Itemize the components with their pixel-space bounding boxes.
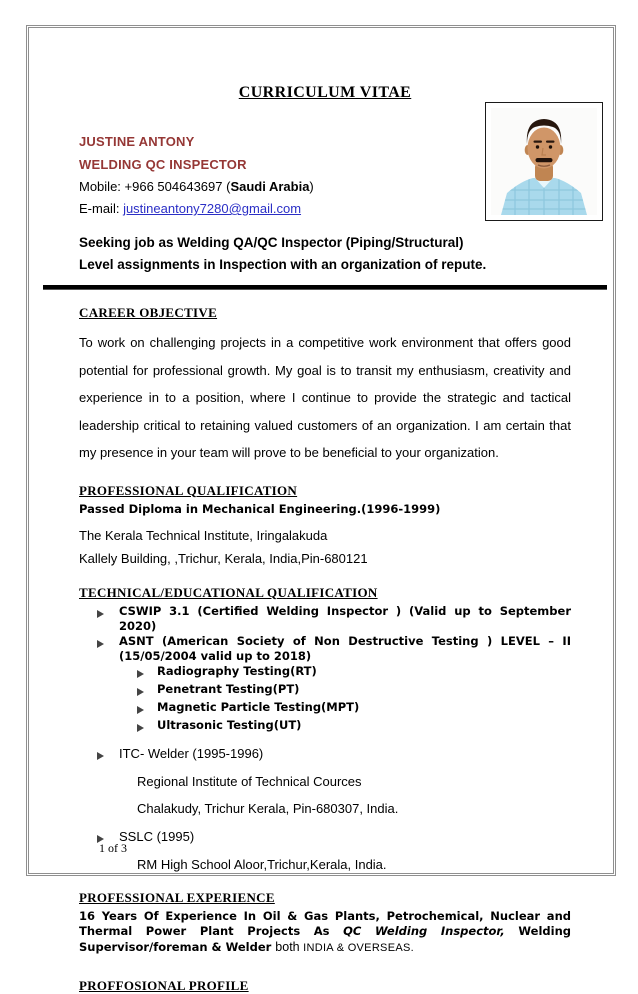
arrow-bullet-icon	[137, 682, 157, 700]
arrow-bullet-icon	[137, 700, 157, 718]
qualification-institute: The Kerala Technical Institute, Iringalakuda	[79, 527, 328, 543]
sslc-school: RM High School Aloor,Trichur,Kerala, India.	[137, 856, 387, 872]
arrow-bullet-icon	[97, 604, 119, 622]
list-item-sslc: SSLC (1995)	[97, 828, 571, 848]
experience-run-regular: both	[275, 939, 304, 954]
career-objective-heading: CAREER OBJECTIVE	[79, 305, 218, 320]
professional-qualification-heading: PROFESSIONAL QUALIFICATION	[79, 482, 298, 498]
list-item-ndt-mpt: Magnetic Particle Testing(MPT)	[137, 700, 571, 718]
mobile-label: Mobile:	[79, 179, 125, 194]
mobile-number: +966 504643697 (	[124, 179, 231, 194]
mobile-suffix: )	[309, 179, 314, 194]
list-item-asnt: ASNT (American Society of Non Destructive Testing ) LEVEL – II (15/05/2004 valid up to 2018)	[97, 634, 571, 664]
seeking-statement	[79, 232, 571, 276]
seeking-line-1: Seeking job as Welding QA/QC Inspector (Piping/Structural)	[79, 235, 464, 250]
professional-experience-heading: PROFESSIONAL EXPERIENCE	[79, 889, 275, 905]
section-divider	[43, 285, 607, 290]
experience-run-bold: 16 Years Of Experience In Oil & Gas Plants, Petrochemical, Nuclear and Thermal Power Plant Projects As	[79, 908, 571, 938]
portrait-illustration	[491, 108, 597, 215]
technical-qualification-heading: TECHNICAL/EDUCATIONAL QUALIFICATION	[79, 584, 378, 600]
seeking-line-2: Level assignments in Inspection with an organization of repute.	[79, 257, 487, 272]
document-title: CURRICULUM VITAE	[238, 84, 412, 101]
page-number: 1 of 3	[99, 841, 127, 855]
professional-experience-summary	[79, 909, 571, 957]
list-item-ndt-rt: Radiography Testing(RT)	[137, 664, 571, 682]
experience-run-bold-2: Welding Supervisor/foreman & Welder	[79, 924, 572, 954]
list-item-cswip: CSWIP 3.1 (Certified Welding Inspector ) (Valid up to September 2020)	[97, 604, 571, 634]
list-item-ndt-ut: Ultrasonic Testing(UT)	[137, 718, 571, 736]
candidate-role: WELDING QC INSPECTOR	[79, 157, 247, 172]
itc-institute: Regional Institute of Technical Cources	[137, 773, 362, 789]
technical-qualification-list	[79, 604, 571, 875]
qualification-degree: Passed Diploma in Mechanical Engineering.(1996-1999)	[79, 501, 441, 516]
arrow-bullet-icon	[137, 718, 157, 736]
cv-page	[26, 25, 616, 993]
arrow-bullet-icon	[97, 745, 119, 765]
list-item-itc: ITC- Welder (1995-1996)	[97, 745, 571, 765]
proffosional-profile-heading: PROFFOSIONAL PROFILE	[79, 978, 249, 993]
list-item-ndt-pt: Penetrant Testing(PT)	[137, 682, 571, 700]
qualification-address: Kallely Building, ,Trichur, Kerala, India,Pin-680121	[79, 550, 368, 566]
portrait-photo	[485, 102, 603, 221]
candidate-name: JUSTINE ANTONY	[79, 134, 195, 149]
arrow-bullet-icon	[137, 664, 157, 682]
mobile-country: Saudi Arabia	[230, 179, 310, 194]
arrow-bullet-icon	[97, 634, 119, 652]
itc-address: Chalakudy, Trichur Kerala, Pin-680307, India.	[137, 800, 399, 816]
email-link[interactable]: justineantony7280@gmail.com	[123, 201, 302, 216]
career-objective-body: To work on challenging projects in a competitive work environment that offers good potential for professional growth. My goal is to transit my enthusiasm, creativity and experience in to a position, where I continue to provide the strategic and tactical leadership critical to retaining valued customers of an organization. I am certain that my presence in your team will prove to be beneficial to your organization.	[79, 335, 571, 460]
experience-run-caps: INDIA & OVERSEAS.	[303, 941, 414, 954]
experience-run-italic: QC Welding Inspector,	[343, 924, 505, 938]
email-label: E-mail:	[79, 201, 124, 216]
